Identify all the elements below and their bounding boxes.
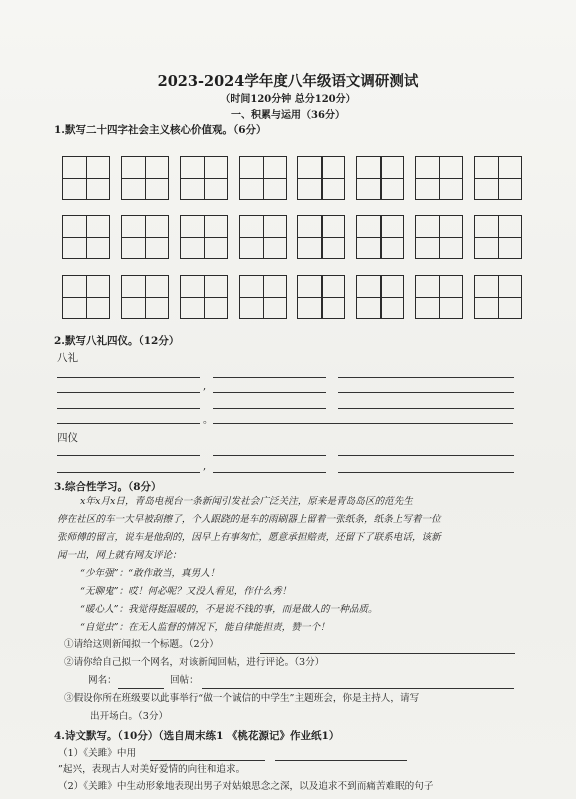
q3-label: 3.综合性学习。（8分）	[54, 481, 162, 493]
q3-sub1: ①请给这则新闻拟一个标题。（2分）	[64, 639, 219, 650]
answer-line[interactable]	[213, 472, 326, 473]
answer-line[interactable]	[338, 377, 514, 378]
answer-line[interactable]	[150, 760, 265, 761]
writing-box[interactable]	[356, 156, 404, 200]
writing-box[interactable]	[180, 275, 228, 319]
writing-box[interactable]	[415, 215, 463, 259]
writing-box[interactable]	[239, 215, 287, 259]
writing-box[interactable]	[180, 156, 228, 200]
writing-box[interactable]	[239, 275, 287, 319]
writing-box[interactable]	[356, 215, 404, 259]
answer-line[interactable]	[57, 392, 200, 393]
writing-box[interactable]	[297, 215, 345, 259]
writing-box[interactable]	[239, 156, 287, 200]
comma-mark: ,	[203, 381, 207, 392]
reply-line[interactable]	[202, 688, 514, 689]
writing-box[interactable]	[180, 215, 228, 259]
answer-line[interactable]	[57, 377, 200, 378]
writing-box[interactable]	[415, 275, 463, 319]
exam-subtitle: （时间120分钟 总分120分）	[220, 94, 356, 105]
netname-line[interactable]	[118, 688, 164, 689]
q1-label: 1.默写二十四字社会主义核心价值观。（6分）	[54, 124, 267, 136]
answer-line[interactable]	[275, 760, 407, 761]
answer-line[interactable]	[260, 653, 515, 654]
writing-box[interactable]	[297, 275, 345, 319]
netname-label: 网名：	[88, 675, 117, 686]
bleed-through-text	[110, 48, 220, 62]
writing-box[interactable]	[62, 215, 110, 259]
period-mark: 。	[203, 415, 213, 426]
q3-paragraph-line: x年x月x日，青岛电视台一条新闻引发社会广泛关注，原来是青岛岛区的范先生	[80, 496, 413, 507]
q3-comment: “暖心人”：我觉得挺温暖的，不是说不钱的事，而是做人的一种品质。	[80, 604, 378, 615]
q3-paragraph-line: 闻一出，网上就有网友评论：	[57, 550, 182, 561]
q3-comment: “自觉虫”：在无人监督的情况下，能自律能担责，赞一个！	[80, 622, 330, 633]
q3-paragraph-line: 张师傅的留言，说车是他刮的，因早上有事匆忙，愿意承担赔责，还留下了联系电话，该新	[57, 532, 441, 543]
writing-box[interactable]	[297, 156, 345, 200]
writing-box[interactable]	[121, 215, 169, 259]
reply-label: 回帖：	[170, 675, 199, 686]
comma-mark: ,	[203, 461, 207, 472]
answer-line[interactable]	[57, 455, 200, 456]
answer-line[interactable]	[213, 377, 326, 378]
q2-part-bali: 八礼	[57, 352, 78, 364]
q2-part-siyi: 四仪	[57, 432, 78, 444]
writing-box[interactable]	[356, 275, 404, 319]
answer-line[interactable]	[57, 472, 200, 473]
answer-line[interactable]	[213, 392, 326, 393]
answer-line[interactable]	[213, 408, 326, 409]
answer-line[interactable]	[213, 423, 513, 424]
q4-line2: （2）《关雎》中生动形象地表现出男子对姑娘思念之深，以及追求不到而痛苦难眠的句子	[58, 781, 434, 792]
answer-line[interactable]	[213, 455, 326, 456]
answer-line[interactable]	[338, 455, 514, 456]
answer-line[interactable]	[338, 472, 514, 473]
q3-comment: “少年强”：“敢作敢当，真男人！	[80, 568, 220, 579]
writing-box[interactable]	[121, 275, 169, 319]
q2-label: 2.默写八礼四仪。（12分）	[54, 335, 180, 347]
writing-box[interactable]	[121, 156, 169, 200]
q4-line1-cont: ”起兴，表现古人对美好爱情的向往和追求。	[58, 764, 246, 775]
writing-box[interactable]	[62, 156, 110, 200]
writing-box[interactable]	[474, 156, 522, 200]
q3-sub3-cont: 出开场白。（3分）	[90, 711, 169, 722]
q3-sub2: ②请你给自己拟一个网名，对该新闻回帖，进行评论。（3分）	[64, 657, 325, 668]
q4-line1: （1）《关雎》中用	[58, 748, 137, 759]
writing-grid-row-1	[62, 156, 522, 200]
answer-line[interactable]	[338, 408, 514, 409]
writing-box[interactable]	[474, 275, 522, 319]
writing-box[interactable]	[62, 275, 110, 319]
answer-line[interactable]	[338, 392, 514, 393]
answer-line[interactable]	[57, 408, 200, 409]
exam-title: 2023-2024学年度八年级语文调研测试	[157, 73, 419, 90]
q3-paragraph-line: 停在社区的车一大早被刮擦了，个人跟跷的是车的雨刷器上留着一张纸条，纸条上写着一位	[57, 514, 441, 525]
writing-box[interactable]	[415, 156, 463, 200]
writing-grid-row-3	[62, 275, 522, 319]
section-heading: 一、积累与运用（36分）	[231, 110, 345, 121]
writing-box[interactable]	[474, 215, 522, 259]
q3-sub3: ③假设你所在班级要以此事举行“做一个诚信的中学生”主题班会，你是主持人，请写	[64, 693, 420, 704]
q3-comment: “无聊鬼”：哎！何必呢？又没人看见，作什么秀！	[80, 586, 292, 597]
q4-label: 4.诗文默写。（10分）（选自周末练1 《桃花源记》作业纸1）	[54, 730, 340, 742]
writing-grid-row-2	[62, 215, 522, 259]
answer-line[interactable]	[57, 423, 200, 424]
